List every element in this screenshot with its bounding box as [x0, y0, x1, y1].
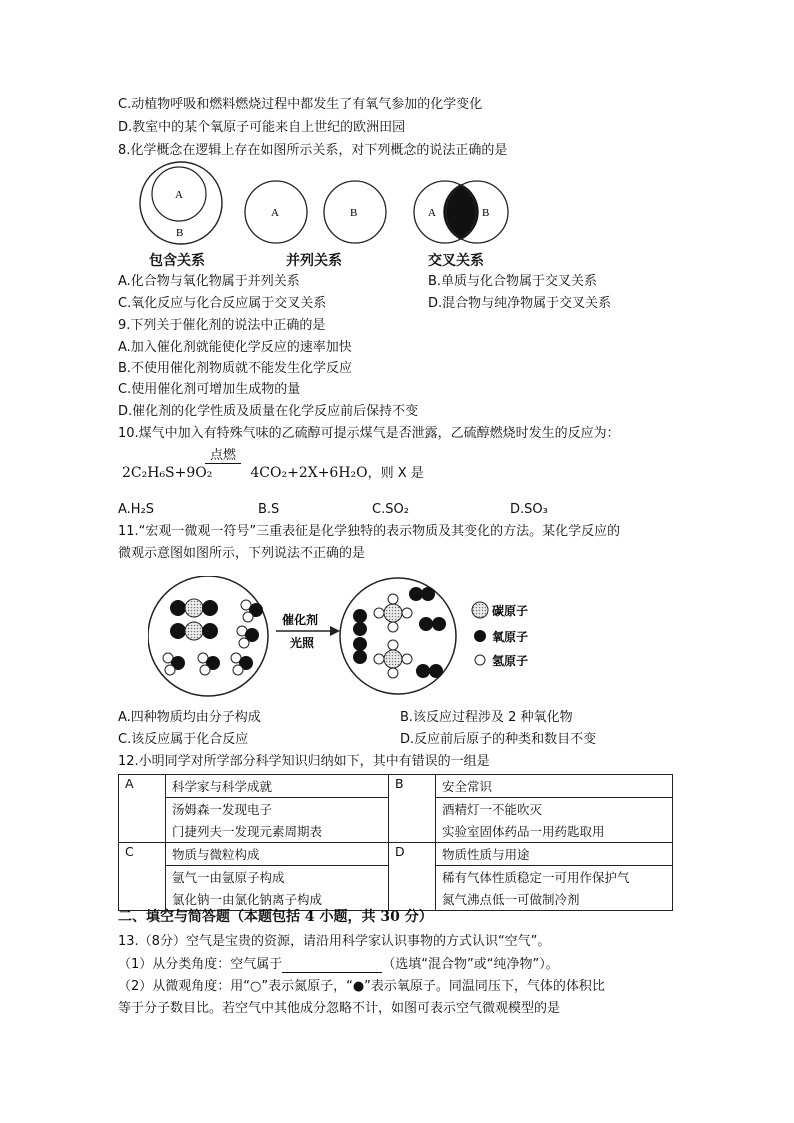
- table-cell: 实验室固体药品一用药匙取用: [436, 820, 673, 843]
- q10-option-d: D.SO₃: [510, 502, 548, 517]
- table-cell: 酒精灯一不能吹灭: [436, 798, 673, 821]
- oxygen-molecule: [353, 637, 367, 664]
- table-key: C: [119, 843, 166, 911]
- water-molecule: [198, 653, 220, 675]
- inclusion-a-label: A: [175, 189, 183, 201]
- co2-molecule: [170, 599, 218, 617]
- table-cell: 氩气一由氩原子构成: [166, 866, 389, 889]
- methane-molecule: [374, 594, 412, 632]
- oxygen-molecule: [416, 664, 443, 678]
- table-key: A: [119, 775, 166, 843]
- q11-option-c: C.该反应属于化合反应: [118, 732, 249, 747]
- q7-option-d: D.教室中的某个氧原子可能来自上世纪的欧洲田园: [118, 120, 406, 135]
- hydrogen-legend-icon: [475, 655, 485, 665]
- knowledge-table: [118, 774, 673, 911]
- q7-option-c: C.动植物呼吸和燃料燃烧过程中都发生了有氧气参加的化学变化: [118, 97, 483, 112]
- table-cell-title: 物质性质与用途: [436, 843, 673, 866]
- table-cell-title: 科学家与科学成就: [166, 775, 389, 798]
- label-parallel: 并列关系: [286, 253, 342, 269]
- q11-option-b: B.该反应过程涉及 2 种氧化物: [400, 710, 573, 725]
- q11-stem-line2: 微观示意图如图所示，下列说法不正确的是: [118, 546, 366, 561]
- q9-stem: 9.下列关于催化剂的说法中正确的是: [118, 318, 326, 333]
- water-molecule: [237, 626, 259, 648]
- q13-part1-suffix: （选填“混合物”或“纯净物”）。: [382, 957, 559, 972]
- q13-stem: 13.（8分）空气是宝贵的资源，请沿用科学家认识事物的方式认识“空气”。: [118, 934, 551, 949]
- q8-option-d: D.混合物与纯净物属于交叉关系: [428, 296, 612, 311]
- table-cell: 氮气沸点低一可做制冷剂: [436, 888, 673, 911]
- q9-option-c: C.使用催化剂可增加生成物的量: [118, 382, 301, 397]
- carbon-legend-label: 碳原子: [492, 604, 529, 618]
- q9-option-a: A.加入催化剂就能使化学反应的速率加快: [118, 340, 352, 355]
- catalyst-label: 催化剂: [282, 613, 319, 627]
- co2-molecule: [170, 622, 218, 640]
- label-intersection: 交叉关系: [428, 253, 484, 269]
- equation-tail: ，则 X 是: [367, 466, 424, 481]
- q11-option-d: D.反应前后原子的种类和数目不变: [400, 732, 597, 747]
- oxygen-molecule: [419, 617, 446, 631]
- q8-option-b: B.单质与化合物属于交叉关系: [428, 274, 598, 289]
- answer-blank[interactable]: [282, 960, 382, 973]
- table-cell-title: 物质与微粒构成: [166, 843, 389, 866]
- oxygen-legend-label: 氧原子: [492, 630, 529, 644]
- q10-option-c: C.SO₂: [372, 502, 409, 517]
- equation-products: 4CO₂+2X+6H₂O: [250, 465, 368, 481]
- label-inclusion: 包含关系: [149, 253, 205, 269]
- oxygen-legend-icon: [474, 630, 486, 642]
- inclusion-b-label: B: [176, 227, 184, 239]
- q13-part2-cont: 等于分子数目比。若空气中其他成分忽略不计，如图可表示空气微观模型的是: [118, 1001, 561, 1016]
- q9-option-b: B.不使用催化剂物质就不能发生化学反应: [118, 361, 353, 376]
- hydrogen-legend-label: 氢原子: [492, 654, 529, 668]
- q11-option-a: A.四种物质均由分子构成: [118, 710, 261, 725]
- table-row: [119, 775, 673, 798]
- water-molecule: [241, 600, 263, 622]
- table-cell: 氯化钠一由氯化钠离子构成: [166, 888, 389, 911]
- q13-part2: （2）从微观角度：用“○”表示氮原子，“●”表示氧原子。同温同压下，气体的体积比: [118, 979, 605, 994]
- methane-molecule: [374, 640, 412, 678]
- table-cell: 稀有气体性质稳定一可用作保护气: [436, 866, 673, 889]
- q8-option-c: C.氧化反应与化合反应属于交叉关系: [118, 296, 327, 311]
- table-row: [119, 843, 673, 866]
- water-molecule: [163, 653, 185, 675]
- table-cell-title: 安全常识: [436, 775, 673, 798]
- q8-option-a: A.化合物与氧化物属于并列关系: [118, 274, 300, 289]
- water-molecule: [231, 653, 253, 675]
- reaction-condition: 点燃: [210, 448, 237, 463]
- table-cell: 汤姆森一发现电子: [166, 798, 389, 821]
- parallel-b-label: B: [350, 207, 358, 219]
- table-key: D: [389, 843, 436, 911]
- q11-reaction-diagram: [148, 576, 588, 702]
- q12-stem: 12.小明同学对所学部分科学知识归纳如下，其中有错误的一组是: [118, 754, 490, 769]
- section-heading: 二、填空与简答题（本题包括 4 小题，共 30 分）: [118, 909, 433, 925]
- equation-reactants: 2C₂H₆S+9O₂: [122, 465, 213, 481]
- q10-equation: [122, 462, 424, 481]
- q10-stem: 10.煤气中加入有特殊气味的乙硫醇可提示煤气是否泄露，乙硫醇燃烧时发生的反应为：: [118, 426, 620, 441]
- table-key: B: [389, 775, 436, 843]
- table-cell: 门捷列夫一发现元素周期表: [166, 820, 389, 843]
- parallel-a-label: A: [271, 207, 279, 219]
- q13-part1: [118, 957, 559, 973]
- q8-stem: 8.化学概念在逻辑上存在如图所示关系，对下列概念的说法正确的是: [118, 143, 508, 158]
- intersection-b-label: B: [482, 207, 490, 219]
- q9-option-d: D.催化剂的化学性质及质量在化学反应前后保持不变: [118, 404, 419, 419]
- intersection-shaded-area: [443, 184, 478, 240]
- reaction-arrowhead: [330, 626, 340, 636]
- intersection-a-label: A: [428, 207, 436, 219]
- q13-part1-prefix: （1）从分类角度：空气属于: [118, 957, 283, 972]
- light-label: 光照: [290, 636, 315, 650]
- oxygen-molecule: [353, 609, 367, 636]
- oxygen-molecule: [409, 587, 435, 601]
- q11-stem-line1: 11.“宏观一微观一符号”三重表征是化学独特的表示物质及其变化的方法。某化学反应的: [118, 524, 621, 539]
- carbon-legend-icon: [472, 602, 488, 618]
- q10-option-b: B.S: [258, 502, 280, 517]
- q10-option-a: A.H₂S: [118, 502, 155, 517]
